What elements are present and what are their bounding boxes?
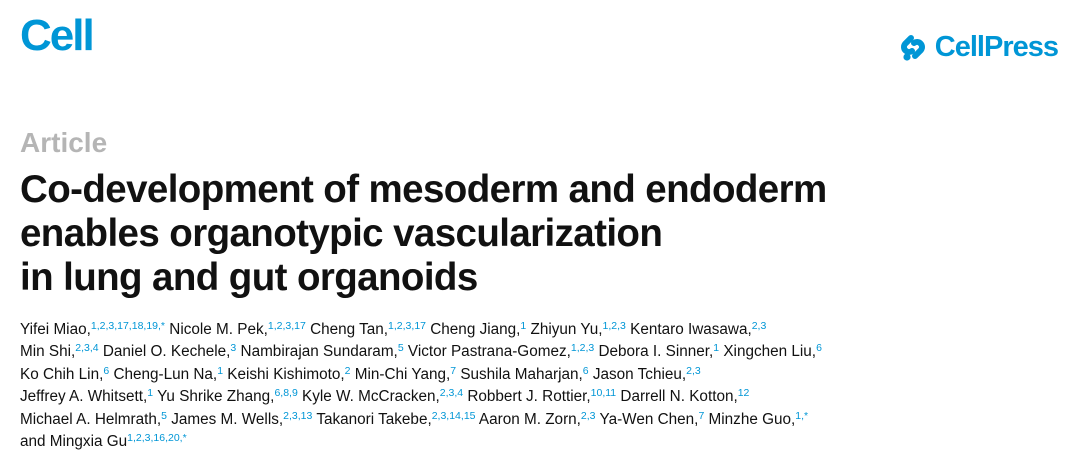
affiliation-marker[interactable]: 6 bbox=[816, 342, 822, 355]
title-line: enables organotypic vascularization bbox=[20, 212, 663, 255]
author-name-text: James M. Wells, bbox=[171, 410, 284, 428]
author-name bbox=[598, 343, 719, 360]
author-name bbox=[20, 366, 109, 383]
title-line: Co-development of mesoderm and endoderm bbox=[20, 168, 827, 211]
author-name bbox=[241, 343, 404, 360]
author-name-text: Darrell N. Kotton, bbox=[620, 388, 738, 406]
author-name bbox=[408, 343, 594, 360]
author-line bbox=[20, 319, 1070, 341]
affiliation-marker[interactable]: 1,2,3 bbox=[602, 320, 626, 332]
author-name bbox=[113, 366, 223, 383]
author-name-text: Ko Chih Lin, bbox=[20, 365, 104, 383]
author-name-text: Xingchen Liu, bbox=[723, 343, 817, 361]
affiliation-marker[interactable]: 7 bbox=[698, 409, 705, 422]
author-line bbox=[20, 386, 1070, 408]
author-name bbox=[355, 366, 456, 383]
affiliation-marker[interactable]: 12 bbox=[737, 387, 750, 400]
article-type: Article bbox=[20, 127, 108, 158]
author-name-text: Sushila Maharjan, bbox=[460, 365, 583, 383]
author-line bbox=[20, 409, 1070, 431]
author-line bbox=[20, 431, 1070, 451]
affiliation-marker[interactable]: 7 bbox=[450, 364, 457, 377]
author-name-text: Aaron M. Zorn, bbox=[478, 410, 581, 428]
author-name-text: Minzhe Guo, bbox=[708, 410, 796, 428]
author-name bbox=[593, 366, 701, 383]
author-name-text: Victor Pastrana-Gomez, bbox=[407, 343, 571, 361]
author-name-text: Yifei Miao, bbox=[20, 321, 91, 338]
author-name bbox=[630, 321, 766, 338]
affiliation-marker[interactable]: 1,2,3,17 bbox=[267, 320, 306, 332]
author-name-text: Yu Shrike Zhang, bbox=[157, 388, 275, 406]
affiliation-marker[interactable]: 10,11 bbox=[590, 387, 617, 400]
author-name-text: Daniel O. Kechele, bbox=[102, 343, 231, 361]
author-name-text: Jason Tchieu, bbox=[592, 365, 687, 383]
author-name-text: Nambirajan Sundaram, bbox=[240, 343, 398, 361]
affiliation-marker[interactable]: 5 bbox=[397, 342, 404, 355]
publisher-logo bbox=[895, 30, 1058, 64]
affiliation-marker[interactable]: 1,* bbox=[795, 409, 809, 422]
author-name-text: Debora I. Sinner, bbox=[598, 343, 714, 361]
author-name-text: Min Shi, bbox=[20, 343, 76, 361]
affiliation-marker[interactable]: 2,3 bbox=[751, 320, 767, 332]
affiliation-marker[interactable]: 5 bbox=[161, 409, 167, 422]
author-name-text: Robbert J. Rottier, bbox=[467, 388, 591, 406]
author-name bbox=[460, 366, 588, 383]
author-name-text: Min-Chi Yang, bbox=[354, 365, 451, 383]
affiliation-marker[interactable]: 2,3 bbox=[686, 364, 701, 377]
author-line bbox=[20, 364, 1070, 386]
affiliation-marker[interactable]: 2,3,14,15 bbox=[431, 409, 476, 422]
author-name-text: Michael A. Helmrath, bbox=[20, 410, 162, 428]
affiliation-marker[interactable]: 2,3 bbox=[580, 409, 596, 422]
author-name-text: and Mingxia Gu bbox=[20, 433, 128, 451]
author-name bbox=[171, 411, 312, 428]
author-name bbox=[723, 343, 822, 360]
affiliation-marker[interactable]: 2,3,4 bbox=[75, 342, 99, 355]
author-name-text: Cheng Tan, bbox=[310, 321, 389, 338]
author-name bbox=[20, 321, 165, 338]
author-name bbox=[169, 321, 306, 338]
title-line: in lung and gut organoids bbox=[20, 256, 478, 299]
author-name bbox=[709, 411, 809, 428]
affiliation-marker[interactable]: 1,2,3 bbox=[570, 342, 595, 355]
author-name-text: Jeffrey A. Whitsett, bbox=[20, 388, 148, 406]
affiliation-marker[interactable]: 3 bbox=[230, 342, 237, 355]
author-name bbox=[600, 411, 705, 428]
author-name bbox=[430, 321, 526, 338]
affiliation-marker[interactable]: 2,3,13 bbox=[283, 409, 313, 422]
author-list bbox=[20, 319, 1070, 451]
affiliation-marker[interactable]: 6 bbox=[103, 364, 110, 377]
author-name bbox=[467, 388, 616, 405]
affiliation-marker[interactable]: 6 bbox=[582, 364, 589, 377]
author-name-text: Nicole M. Pek, bbox=[169, 321, 268, 338]
author-name bbox=[310, 321, 426, 338]
author-name-text: Ya-Wen Chen, bbox=[599, 410, 699, 428]
affiliation-marker[interactable]: 1 bbox=[713, 342, 720, 355]
author-name bbox=[227, 366, 350, 383]
author-name bbox=[531, 321, 626, 338]
article-title bbox=[20, 168, 827, 300]
publisher-name: CellPress bbox=[934, 30, 1058, 63]
author-name-text: Cheng Jiang, bbox=[430, 321, 521, 338]
cellpress-mark-icon bbox=[895, 30, 931, 64]
affiliation-marker[interactable]: 1,2,3,17,18,19,* bbox=[90, 320, 166, 332]
affiliation-marker[interactable]: 1,2,3,17 bbox=[388, 320, 426, 332]
author-name bbox=[20, 343, 99, 360]
affiliation-marker[interactable]: 1 bbox=[217, 364, 224, 377]
author-name bbox=[20, 388, 153, 405]
affiliation-marker[interactable]: 1,2,3,16,20,* bbox=[127, 432, 187, 445]
affiliation-marker[interactable]: 1 bbox=[520, 320, 527, 332]
journal-logo: Cell bbox=[20, 11, 93, 60]
author-name-text: Cheng-Lun Na, bbox=[113, 365, 218, 383]
author-name-text: Kyle W. McCracken, bbox=[302, 388, 440, 406]
author-name bbox=[20, 411, 167, 428]
author-name bbox=[302, 388, 463, 405]
affiliation-marker[interactable]: 6,8,9 bbox=[274, 387, 298, 400]
author-name bbox=[103, 343, 236, 360]
author-name bbox=[316, 411, 475, 428]
author-name bbox=[20, 433, 187, 450]
author-name bbox=[620, 388, 749, 405]
author-line bbox=[20, 341, 1070, 363]
author-name bbox=[157, 388, 298, 405]
author-name-text: Zhiyun Yu, bbox=[530, 321, 603, 338]
author-name-text: Takanori Takebe, bbox=[316, 410, 432, 428]
affiliation-marker[interactable]: 2 bbox=[344, 364, 351, 377]
affiliation-marker[interactable]: 2,3,4 bbox=[439, 387, 464, 400]
affiliation-marker[interactable]: 1 bbox=[147, 387, 154, 400]
author-name-text: Kentaro Iwasawa, bbox=[630, 321, 752, 338]
author-name bbox=[479, 411, 596, 428]
author-name-text: Keishi Kishimoto, bbox=[227, 365, 345, 383]
